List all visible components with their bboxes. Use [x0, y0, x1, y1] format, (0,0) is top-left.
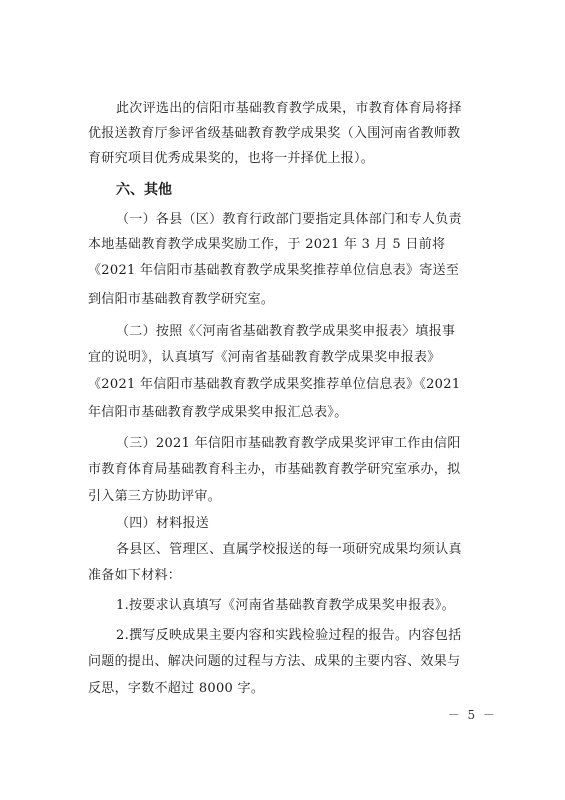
paragraph-line: 育研究项目优秀成果奖的，也将一并择优上报）。	[88, 151, 375, 166]
list-item: 1.按要求认真填写《河南省基础教育教学成果奖申报表》。	[116, 598, 456, 613]
paragraph-line: 准备如下材料：	[88, 568, 182, 583]
subsection-heading: （四）材料报送	[116, 516, 210, 531]
paragraph-line: 市教育体育局基础教育科主办，市基础教育教学研究室承办，拟	[88, 462, 461, 477]
paragraph-line: 问题的提出、解决问题的过程与方法、成果的主要内容、效果与	[88, 654, 461, 669]
page-number: － 5 －	[447, 708, 497, 722]
paragraph-line: 各县区、管理区、直属学校报送的每一项研究成果均须认真	[116, 542, 462, 557]
paragraph-line: （二）按照《〈河南省基础教育教学成果奖申报表〉填报事	[116, 324, 456, 339]
paragraph-line: 《2021 年信阳市基础教育教学成果奖推荐单位信息表》《2021	[88, 377, 461, 392]
paragraph-line: 优报送教育厅参评省级基础教育教学成果奖（入围河南省教师教	[88, 126, 461, 141]
paragraph-line: 年信阳市基础教育教学成果奖申报汇总表》。	[88, 405, 348, 420]
paragraph-line: 本地基础教育教学成果奖励工作，于 2021 年 3 月 5 日前将	[88, 237, 446, 252]
list-item: 2.撰写反映成果主要内容和实践检验过程的报告。内容包括	[116, 628, 462, 643]
paragraph-line: 宜的说明》，认真填写《河南省基础教育教学成果奖申报表》	[88, 350, 441, 365]
paragraph-line: （一）各县（区）教育行政部门要指定具体部门和专人负责	[116, 212, 462, 227]
paragraph-line: 到信阳市基础教育教学研究室。	[88, 292, 275, 307]
paragraph-line: 引入第三方协助评审。	[88, 489, 222, 504]
paragraph-line: 《2021 年信阳市基础教育教学成果奖推荐单位信息表》寄送至	[88, 263, 460, 278]
paragraph-line: （三）2021 年信阳市基础教育教学成果奖评审工作由信阳	[116, 436, 461, 451]
paragraph-line: 反思，字数不超过 8000 字。	[88, 681, 265, 696]
paragraph-line: 此次评选出的信阳市基础教育教学成果，市教育体育局将择	[116, 101, 462, 116]
section-heading: 六、其他	[116, 182, 172, 198]
